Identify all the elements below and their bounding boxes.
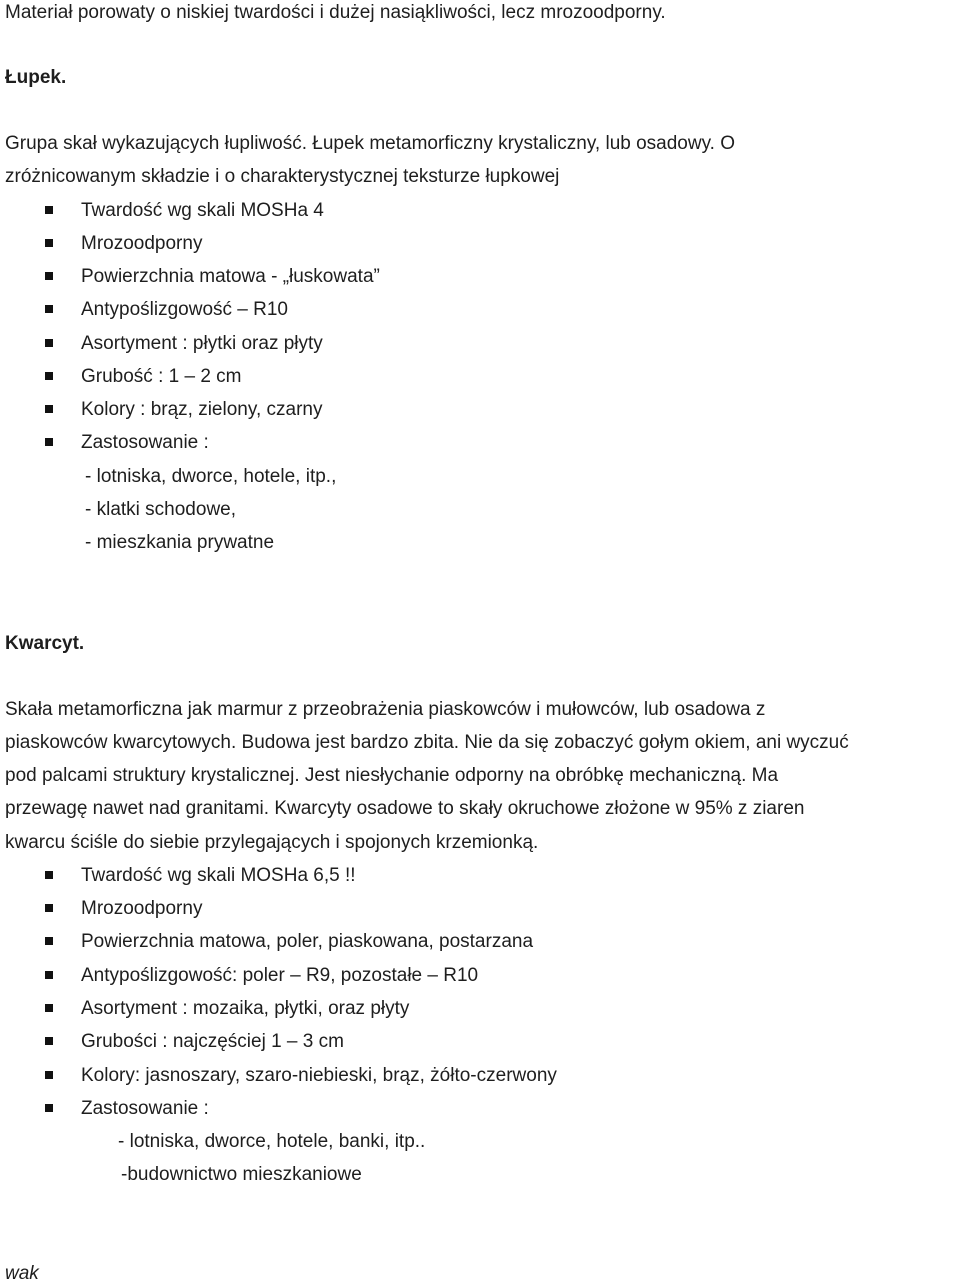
kwarcyt-description-line-3: pod palcami struktury krystalicznej. Jest niesłychanie odporny na obróbkę mechaniczną. Ma [5, 765, 779, 786]
square-bullet-icon [45, 971, 53, 979]
square-bullet-icon [45, 272, 53, 280]
intro-text: Materiał porowaty o niskiej twardości i dużej nasiąkliwości, lecz mrozoodporny. [5, 2, 666, 23]
square-bullet-icon [45, 904, 53, 912]
square-bullet-icon [45, 1004, 53, 1012]
square-bullet-icon [45, 339, 53, 347]
lupek-use-2: - klatki schodowe, [85, 499, 237, 520]
kwarcyt-heading: Kwarcyt. [5, 633, 85, 654]
square-bullet-icon [45, 1104, 53, 1112]
square-bullet-icon [45, 1071, 53, 1079]
square-bullet-icon [45, 206, 53, 214]
square-bullet-icon [45, 405, 53, 413]
square-bullet-icon [45, 239, 53, 247]
lupek-use-1: - lotniska, dworce, hotele, itp., [85, 466, 337, 487]
square-bullet-icon [45, 372, 53, 380]
lupek-use-3: - mieszkania prywatne [85, 532, 275, 553]
square-bullet-icon [45, 438, 53, 446]
lupek-heading: Łupek. [5, 67, 67, 88]
kwarcyt-description-line-2: piaskowców kwarcytowych. Budowa jest bardzo zbita. Nie da się zobaczyć gołym okiem, ani wyczuć [5, 732, 849, 753]
kwarcyt-use-1: - lotniska, dworce, hotele, banki, itp.. [118, 1131, 426, 1152]
square-bullet-icon [45, 937, 53, 945]
lupek-description-line-1: Grupa skał wykazujących łupliwość. Łupek metamorficzny krystaliczny, lub osadowy. O [5, 133, 736, 154]
lupek-description-line-2: zróżnicowanym składzie i o charakterystycznej teksturze łupkowej [5, 166, 560, 187]
kwarcyt-use-2: -budownictwo mieszkaniowe [121, 1164, 362, 1185]
kwarcyt-description-line-5: kwarcu ściśle do siebie przylegających i spojonych krzemionką. [5, 832, 539, 853]
kwarcyt-description-line-4: przewagę nawet nad granitami. Kwarcyty osadowe to skały okruchowe złożone w 95% z ziaren [5, 798, 805, 819]
square-bullet-icon [45, 305, 53, 313]
square-bullet-icon [45, 871, 53, 879]
square-bullet-icon [45, 1037, 53, 1045]
kwarcyt-description-line-1: Skała metamorficzna jak marmur z przeobrażenia piaskowców i mułowców, lub osadowa z [5, 699, 766, 720]
footer-text: wak [5, 1263, 39, 1284]
